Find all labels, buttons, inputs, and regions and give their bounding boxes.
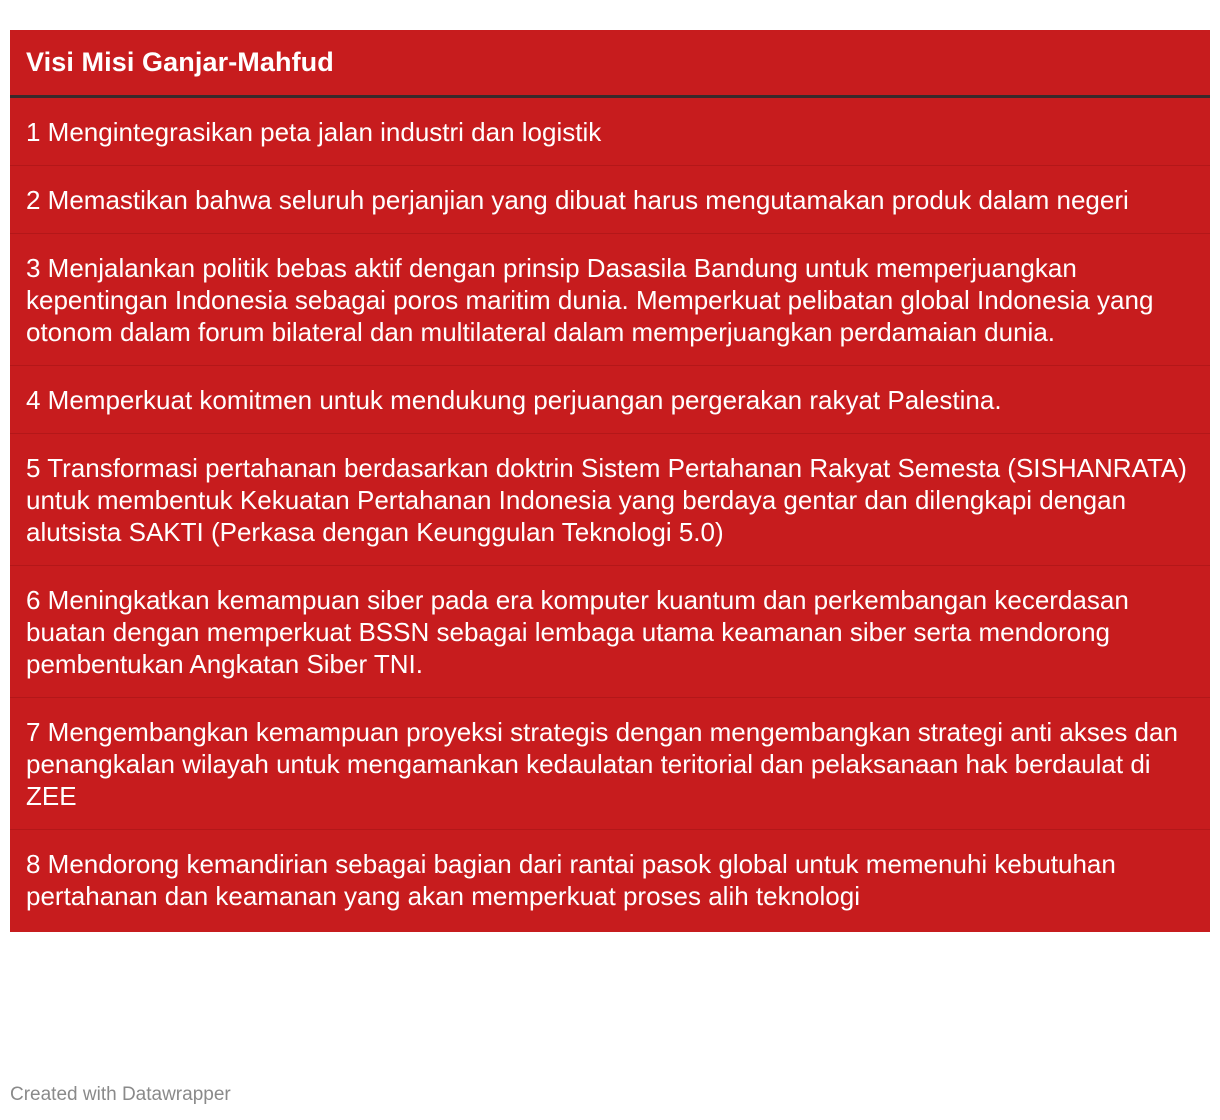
table-title: Visi Misi Ganjar-Mahfud: [26, 47, 334, 77]
table-row: 6 Meningkatkan kemampuan siber pada era komputer kuantum dan perkembangan kecerdasan buatan dengan memperkuat BSSN sebagai lembaga utama keamanan siber serta mendorong pembentukan Angkatan Siber TNI.: [10, 566, 1210, 698]
table-row: 8 Mendorong kemandirian sebagai bagian dari rantai pasok global untuk memenuhi kebutuhan pertahanan dan keamanan yang akan memperkuat proses alih teknologi: [26, 849, 1116, 911]
table-row: 2 Memastikan bahwa seluruh perjanjian yang dibuat harus mengutamakan produk dalam negeri: [10, 166, 1210, 234]
table-row: 1 Mengintegrasikan peta jalan industri dan logistik: [10, 98, 1210, 166]
table-header: [10, 30, 1210, 98]
table-row: 7 Mengembangkan kemampuan proyeksi strategis dengan mengembangkan strategi anti akses dan penangkalan wilayah untuk mengamankan kedaulatan teritorial dan pelaksanaan hak berdaulat di ZEE: [10, 698, 1210, 830]
table-row: 5 Transformasi pertahanan berdasarkan doktrin Sistem Pertahanan Rakyat Semesta (SISHANRATA) untuk membentuk Kekuatan Pertahanan Indonesia yang berdaya gentar dan dilengkapi dengan alutsista SAKTI (Perkasa dengan Keunggulan Teknologi 5.0): [10, 434, 1210, 566]
table-row: 3 Menjalankan politik bebas aktif dengan prinsip Dasasila Bandung untuk memperjuangkan kepentingan Indonesia sebagai poros maritim dunia. Memperkuat pelibatan global Indonesia yang otonom dalam forum bilateral dan multilateral dalam memperjuangkan perdamaian dunia.: [10, 234, 1210, 366]
data-table: [10, 30, 1210, 932]
datawrapper-credit[interactable]: Created with Datawrapper: [10, 1084, 231, 1105]
table-row: 4 Memperkuat komitmen untuk mendukung perjuangan pergerakan rakyat Palestina.: [10, 366, 1210, 434]
